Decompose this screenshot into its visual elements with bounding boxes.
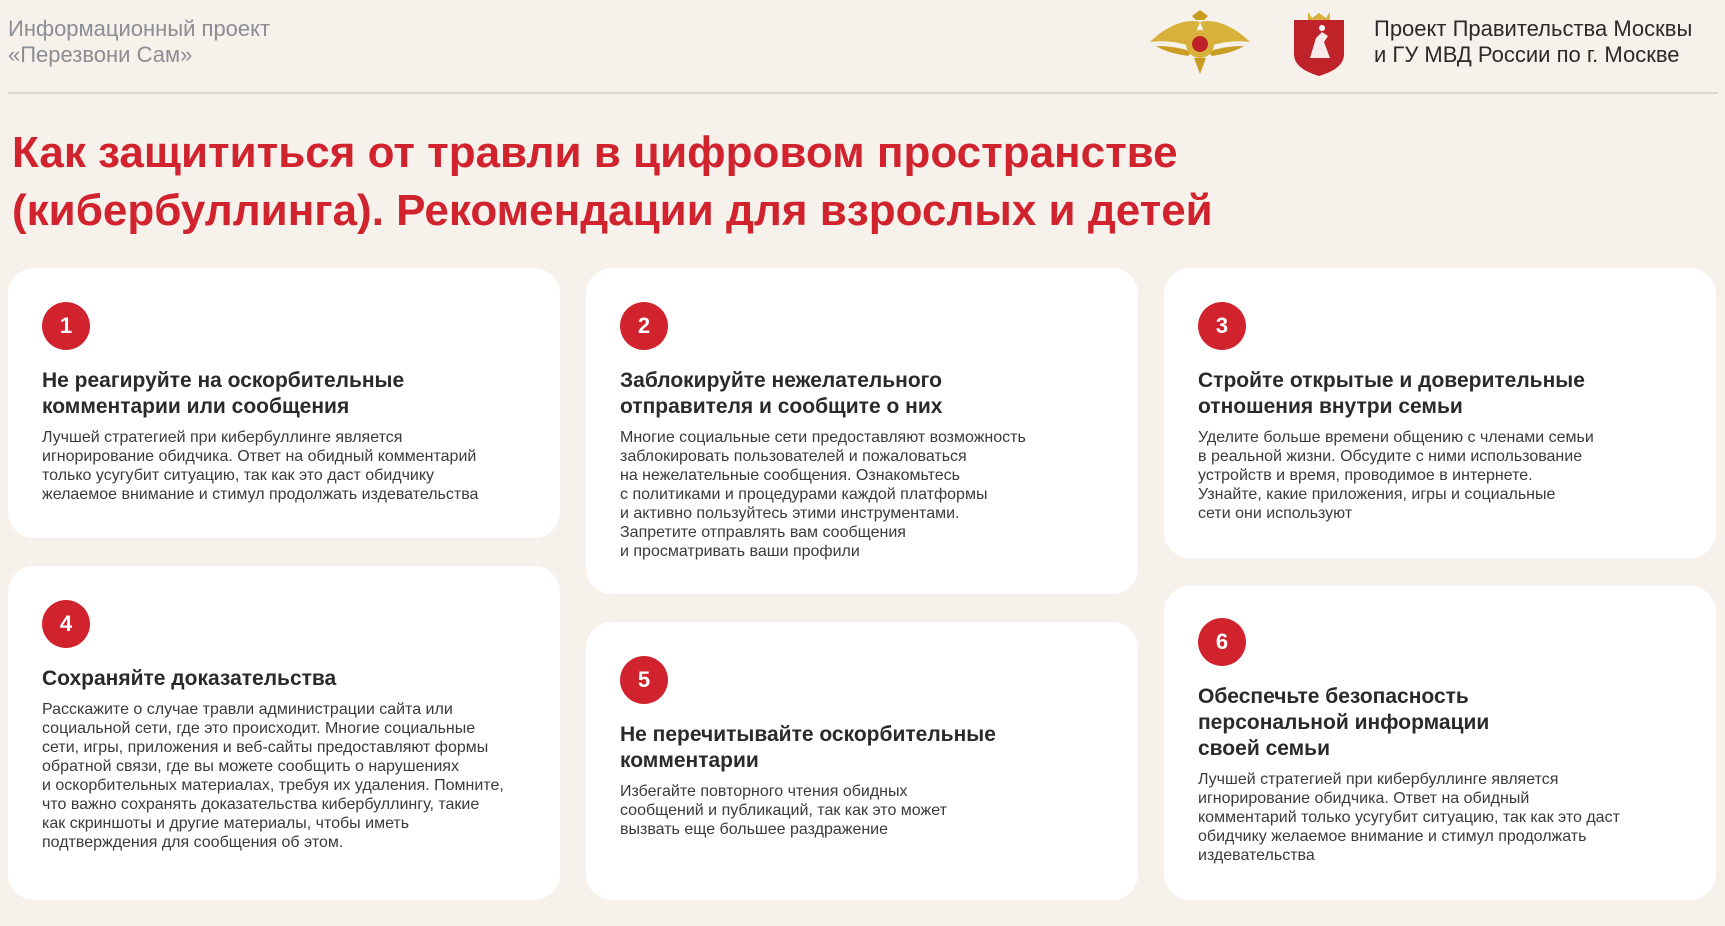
card-title <box>42 666 540 692</box>
card-text-line: и активно пользуйтесь этими инструментами. <box>620 505 960 522</box>
mvd-eagle-emblem-icon <box>1148 8 1252 81</box>
card-number-badge: 3 <box>1198 302 1246 350</box>
card-number-badge: 5 <box>620 656 668 704</box>
card-text-line: желаемое внимание и стимул продолжать издевательства <box>42 486 479 503</box>
card-number-badge: 4 <box>42 600 90 648</box>
card-text <box>1198 428 1696 523</box>
moscow-coat-of-arms-icon <box>1290 10 1348 81</box>
card-title-line: Не перечитывайте оскорбительные <box>620 723 996 746</box>
page-title-line-1: Как защититься от травли в цифровом пространстве <box>12 128 1178 177</box>
project-label <box>8 16 270 68</box>
card-text-line: Запретите отправлять вам сообщения <box>620 524 906 541</box>
card-title <box>620 722 1118 774</box>
card-title <box>42 368 540 420</box>
card-text <box>620 782 1118 839</box>
card-number-badge: 6 <box>1198 618 1246 666</box>
card-text-line: издевательства <box>1198 847 1315 864</box>
recommendation-card-4 <box>8 566 560 900</box>
recommendation-card-5 <box>586 622 1138 900</box>
card-text-line: в реальной жизни. Обсудите с ними использование <box>1198 448 1583 465</box>
card-text-line: социальной сети, где это происходит. Многие социальные <box>42 720 476 737</box>
card-text-line: Узнайте, какие приложения, игры и социальные <box>1198 486 1556 503</box>
card-text-line: подтверждения для сообщения об этом. <box>42 834 344 851</box>
card-text <box>42 428 540 504</box>
recommendation-card-6 <box>1164 586 1716 900</box>
card-text-line: сообщений и публикаций, так как это может <box>620 802 947 819</box>
card-text-line: комментарий только усугубит ситуацию, так как это даст <box>1198 809 1620 826</box>
card-text-line: Лучшей стратегией при кибербуллинге является <box>42 429 403 446</box>
government-project-label <box>1374 16 1692 68</box>
card-text-line: на нежелательные сообщения. Ознакомьтесь <box>620 467 960 484</box>
card-text <box>1198 770 1696 865</box>
recommendation-card-3 <box>1164 268 1716 558</box>
card-text-line: игнорирование обидчика. Ответ на обидный комментарий <box>42 448 477 465</box>
card-text-line: обратной связи, где вы можете сообщить о нарушениях <box>42 758 459 775</box>
card-title-line: комментарии или сообщения <box>42 395 350 418</box>
card-title-line: Не реагируйте на оскорбительные <box>42 369 405 392</box>
gov-label-line-1: Проект Правительства Москвы <box>1374 16 1693 41</box>
card-text-line: и оскорбительных материалах, требуя их удаления. Помните, <box>42 777 504 794</box>
card-title <box>1198 368 1696 420</box>
card-text-line: сети они используют <box>1198 505 1353 522</box>
card-title-line: отношения внутри семьи <box>1198 395 1463 418</box>
card-text-line: только усугубит ситуацию, так как это даст обидчику <box>42 467 435 484</box>
project-label-line-2: «Перезвони Сам» <box>8 42 193 67</box>
card-title-line: комментарии <box>620 749 759 772</box>
card-text-line: игнорирование обидчика. Ответ на обидный <box>1198 790 1530 807</box>
card-text-line: Уделите больше времени общению с членами семьи <box>1198 429 1594 446</box>
card-text-line: заблокировать пользователей и пожаловаться <box>620 448 967 465</box>
page-title <box>12 124 1712 240</box>
card-title-line: своей семьи <box>1198 737 1330 760</box>
card-title-line: отправителя и сообщите о них <box>620 395 943 418</box>
card-title <box>1198 684 1696 762</box>
project-label-line-1: Информационный проект <box>8 16 271 41</box>
card-text-line: Многие социальные сети предоставляют возможность <box>620 429 1026 446</box>
card-title-line: персональной информации <box>1198 711 1490 734</box>
card-text-line: Расскажите о случае травли администрации сайта или <box>42 701 453 718</box>
card-number-badge: 2 <box>620 302 668 350</box>
recommendation-card-2 <box>586 268 1138 594</box>
card-number-badge: 1 <box>42 302 90 350</box>
card-text-line: с политиками и процедурами каждой платформы <box>620 486 988 503</box>
card-text-line: что важно сохранять доказательства кибербуллингу, такие <box>42 796 480 813</box>
card-text-line: Лучшей стратегией при кибербуллинге является <box>1198 771 1559 788</box>
card-title <box>620 368 1118 420</box>
card-title-line: Заблокируйте нежелательного <box>620 369 942 392</box>
card-text-line: Избегайте повторного чтения обидных <box>620 783 908 800</box>
card-text-line: и просматривать ваши профили <box>620 543 860 560</box>
card-text <box>620 428 1118 561</box>
card-text <box>42 700 540 852</box>
card-text-line: вызвать еще большее раздражение <box>620 821 889 838</box>
page-title-line-2: (кибербуллинга). Рекомендации для взрослых и детей <box>12 186 1213 235</box>
card-text-line: обидчику желаемое внимание и стимул продолжать <box>1198 828 1587 845</box>
card-text-line: устройств и время, проводимое в интернете. <box>1198 467 1533 484</box>
card-text-line: сети, игры, приложения и веб-сайты предоставляют формы <box>42 739 489 756</box>
card-title-line: Обеспечьте безопасность <box>1198 685 1469 708</box>
gov-label-line-2: и ГУ МВД России по г. Москве <box>1374 42 1680 67</box>
recommendation-card-1 <box>8 268 560 538</box>
card-title-line: Стройте открытые и доверительные <box>1198 369 1585 392</box>
header-divider <box>8 92 1718 94</box>
card-title-line: Сохраняйте доказательства <box>42 667 337 690</box>
card-text-line: как скриншоты и другие материалы, чтобы иметь <box>42 815 410 832</box>
